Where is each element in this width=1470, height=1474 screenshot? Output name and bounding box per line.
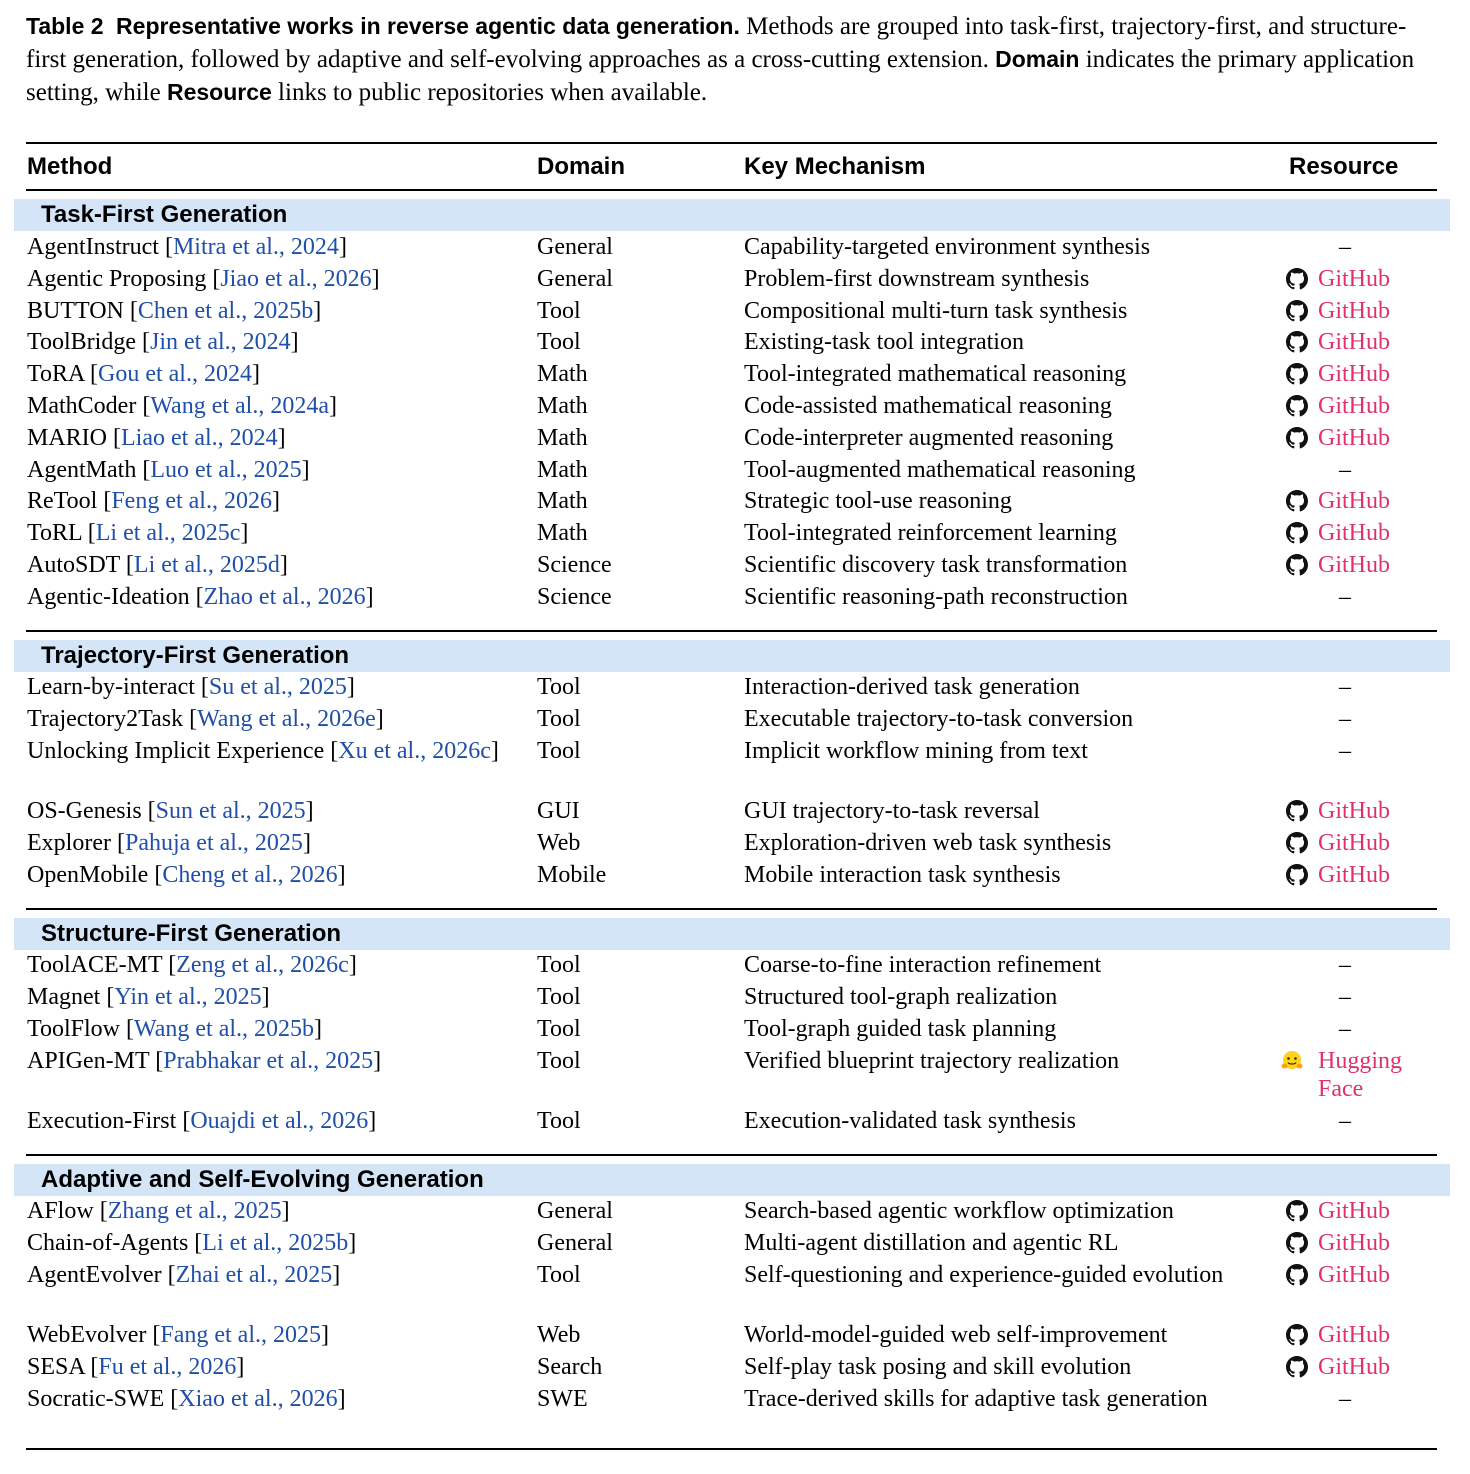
domain-cell: Search <box>537 1354 603 1380</box>
resource-cell <box>1280 1261 1430 1289</box>
method-name: ToolFlow <box>27 1016 120 1042</box>
resource-cell <box>1280 360 1430 388</box>
method-name: WebEvolver <box>27 1322 147 1348</box>
method-cell: Agentic-Ideation [Zhao et al., 2026] <box>27 584 374 610</box>
github-icon <box>1286 864 1308 886</box>
mechanism-cell: Scientific reasoning-path reconstruction <box>744 584 1128 610</box>
resource-cell <box>1280 861 1430 889</box>
resource-unavailable: – <box>1339 234 1351 260</box>
method-cell: MathCoder [Wang et al., 2024a] <box>27 393 337 419</box>
method-cell: Socratic-SWE [Xiao et al., 2026] <box>27 1386 346 1412</box>
citation-link[interactable]: Luo et al., 2025 <box>150 457 302 483</box>
resource-cell <box>1280 487 1430 515</box>
resource-unavailable: – <box>1339 584 1351 610</box>
domain-cell: General <box>537 1230 613 1256</box>
resource-cell <box>1280 1107 1430 1135</box>
github-link[interactable]: GitHub <box>1318 1262 1390 1288</box>
method-cell: ToRA [Gou et al., 2024] <box>27 361 260 387</box>
method-cell: ToolACE-MT [Zeng et al., 2026c] <box>27 952 357 978</box>
table-top-rule <box>26 142 1437 144</box>
method-name: Agentic Proposing <box>27 266 207 292</box>
method-name: AFlow <box>27 1198 94 1224</box>
citation-link[interactable]: Zhai et al., 2025 <box>175 1262 333 1288</box>
domain-cell: Math <box>537 520 588 546</box>
section-header <box>14 1164 1450 1196</box>
mechanism-cell: Tool-integrated reinforcement learning <box>744 520 1117 546</box>
resource-unavailable: – <box>1339 738 1351 764</box>
citation-link[interactable]: Gou et al., 2024 <box>98 361 252 387</box>
resource-cell <box>1280 424 1430 452</box>
domain-cell: Tool <box>537 738 581 764</box>
header-method: Method <box>27 153 113 180</box>
method-cell: AgentInstruct [Mitra et al., 2024] <box>27 234 347 260</box>
domain-cell: Science <box>537 584 612 610</box>
method-name: BUTTON <box>27 298 124 324</box>
mechanism-cell: World-model-guided web self-improvement <box>744 1322 1168 1348</box>
method-cell: SESA [Fu et al., 2026] <box>27 1354 245 1380</box>
method-cell: OpenMobile [Cheng et al., 2026] <box>27 862 346 888</box>
method-cell: Magnet [Yin et al., 2025] <box>27 984 270 1010</box>
github-link[interactable]: GitHub <box>1318 361 1390 387</box>
resource-unavailable: – <box>1339 1108 1351 1134</box>
method-name: Execution-First <box>27 1108 177 1134</box>
resource-cell <box>1280 1229 1430 1257</box>
caption-bold-resource: Resource <box>166 79 272 105</box>
github-link[interactable]: GitHub <box>1318 1322 1390 1348</box>
method-cell: OS-Genesis [Sun et al., 2025] <box>27 798 314 824</box>
method-name: OpenMobile <box>27 862 149 888</box>
citation-link[interactable]: Jiao et al., 2026 <box>220 266 372 292</box>
mechanism-cell: Code-interpreter augmented reasoning <box>744 425 1114 451</box>
method-cell: ToRL [Li et al., 2025c] <box>27 520 249 546</box>
method-cell: ReTool [Feng et al., 2026] <box>27 488 280 514</box>
github-icon <box>1286 300 1308 322</box>
github-link[interactable]: GitHub <box>1318 329 1390 355</box>
mechanism-cell: Existing-task tool integration <box>744 329 1024 355</box>
github-icon <box>1286 268 1308 290</box>
section-title: Structure-First Generation <box>41 920 342 947</box>
github-link[interactable]: GitHub <box>1318 552 1390 578</box>
domain-cell: Science <box>537 552 612 578</box>
method-cell: Learn-by-interact [Su et al., 2025] <box>27 674 355 700</box>
section-header <box>14 640 1450 672</box>
domain-cell: Tool <box>537 952 581 978</box>
mechanism-cell: Executable trajectory-to-task conversion <box>744 706 1134 732</box>
domain-cell: Tool <box>537 1016 581 1042</box>
resource-cell <box>1280 1385 1430 1413</box>
mechanism-cell: Multi-agent distillation and agentic RL <box>744 1230 1119 1256</box>
resource-cell <box>1280 583 1430 611</box>
section-header <box>14 918 1450 950</box>
mechanism-cell: Self-play task posing and skill evolution <box>744 1354 1132 1380</box>
domain-cell: Math <box>537 425 588 451</box>
resource-cell <box>1280 951 1430 979</box>
domain-cell: General <box>537 266 613 292</box>
citation-link[interactable]: Chen et al., 2025b <box>137 298 314 324</box>
domain-cell: Math <box>537 457 588 483</box>
resource-unavailable: – <box>1339 1016 1351 1042</box>
resource-unavailable: – <box>1339 952 1351 978</box>
caption-text: links to public repositories when available. <box>278 79 708 106</box>
resource-cell <box>1280 551 1430 579</box>
github-link[interactable]: GitHub <box>1318 393 1390 419</box>
domain-cell: Tool <box>537 1262 581 1288</box>
table-title: Representative works in reverse agentic data generation. <box>116 13 740 39</box>
method-name: Learn-by-interact <box>27 674 195 700</box>
table-caption <box>26 10 1446 109</box>
citation-link[interactable]: Xu et al., 2026c <box>338 738 491 764</box>
resource-cell <box>1280 673 1430 701</box>
domain-cell: Tool <box>537 706 581 732</box>
method-cell: Execution-First [Ouajdi et al., 2026] <box>27 1108 377 1134</box>
github-icon <box>1286 395 1308 417</box>
resource-cell <box>1280 233 1430 261</box>
domain-cell: Tool <box>537 1108 581 1134</box>
citation-link[interactable]: Li et al., 2025d <box>133 552 280 578</box>
header-resource: Resource <box>1289 153 1399 180</box>
github-link[interactable]: GitHub <box>1318 1354 1390 1380</box>
citation-link[interactable]: Wang et al., 2024a <box>150 393 329 419</box>
method-cell: AutoSDT [Li et al., 2025d] <box>27 552 288 578</box>
resource-cell <box>1280 297 1430 325</box>
domain-cell: Tool <box>537 329 581 355</box>
method-cell: Explorer [Pahuja et al., 2025] <box>27 830 311 856</box>
resource-cell <box>1280 456 1430 484</box>
domain-cell: Web <box>537 1322 581 1348</box>
citation-link[interactable]: Mitra et al., 2024 <box>172 234 339 260</box>
mechanism-cell: Structured tool-graph realization <box>744 984 1058 1010</box>
domain-cell: Tool <box>537 984 581 1010</box>
section-rule <box>26 908 1437 910</box>
citation-link[interactable]: Cheng et al., 2026 <box>162 862 338 888</box>
github-link[interactable]: GitHub <box>1318 266 1390 292</box>
method-cell: MARIO [Liao et al., 2024] <box>27 425 286 451</box>
citation-link[interactable]: Xiao et al., 2026 <box>178 1386 338 1412</box>
mechanism-cell: Implicit workflow mining from text <box>744 738 1088 764</box>
citation-link[interactable]: Wang et al., 2025b <box>134 1016 315 1042</box>
method-cell: Agentic Proposing [Jiao et al., 2026] <box>27 266 380 292</box>
mechanism-cell: Search-based agentic workflow optimization <box>744 1198 1174 1224</box>
domain-cell: Math <box>537 361 588 387</box>
citation-link[interactable]: Zeng et al., 2026c <box>176 952 349 978</box>
method-name: AutoSDT <box>27 552 120 578</box>
method-name: AgentMath <box>27 457 137 483</box>
github-icon <box>1286 1324 1308 1346</box>
method-name: Agentic-Ideation <box>27 584 190 610</box>
mechanism-cell: Strategic tool-use reasoning <box>744 488 1012 514</box>
resource-unavailable: – <box>1339 984 1351 1010</box>
resource-cell <box>1280 983 1430 1011</box>
section-title: Trajectory-First Generation <box>41 642 350 669</box>
citation-link[interactable]: Li et al., 2025c <box>95 520 241 546</box>
mechanism-cell: Code-assisted mathematical reasoning <box>744 393 1112 419</box>
resource-unavailable: – <box>1339 1386 1351 1412</box>
github-icon <box>1286 832 1308 854</box>
mechanism-cell: Interaction-derived task generation <box>744 674 1080 700</box>
method-name: ToolBridge <box>27 329 136 355</box>
method-name: Socratic-SWE <box>27 1386 165 1412</box>
citation-link[interactable]: Yin et al., 2025 <box>114 984 262 1010</box>
github-icon <box>1286 800 1308 822</box>
github-icon <box>1286 1232 1308 1254</box>
header-rule <box>26 189 1437 191</box>
mechanism-cell: Problem-first downstream synthesis <box>744 266 1090 292</box>
method-cell: BUTTON [Chen et al., 2025b] <box>27 298 322 324</box>
github-icon <box>1286 427 1308 449</box>
github-link[interactable]: GitHub <box>1318 425 1390 451</box>
citation-link[interactable]: Sun et al., 2025 <box>155 798 306 824</box>
github-link[interactable]: GitHub <box>1318 488 1390 514</box>
github-link[interactable]: GitHub <box>1318 1198 1390 1224</box>
method-cell: ToolFlow [Wang et al., 2025b] <box>27 1016 323 1042</box>
github-link[interactable]: GitHub <box>1318 798 1390 824</box>
citation-link[interactable]: Feng et al., 2026 <box>111 488 272 514</box>
github-link[interactable]: GitHub <box>1318 520 1390 546</box>
citation-link[interactable]: Zhang et al., 2025 <box>107 1198 282 1224</box>
method-name: ToRA <box>27 361 84 387</box>
header-domain: Domain <box>537 153 626 180</box>
mechanism-cell: Exploration-driven web task synthesis <box>744 830 1112 856</box>
method-name: ReTool <box>27 488 98 514</box>
resource-cell <box>1280 1197 1430 1225</box>
method-name: MathCoder <box>27 393 137 419</box>
section-title: Adaptive and Self-Evolving Generation <box>41 1166 484 1193</box>
citation-link[interactable]: Jin et al., 2024 <box>149 329 291 355</box>
mechanism-cell: Execution-validated task synthesis <box>744 1108 1076 1134</box>
method-name: AgentInstruct <box>27 234 159 260</box>
method-cell: AgentEvolver [Zhai et al., 2025] <box>27 1262 341 1288</box>
caption-text: Methods are grouped into task-first, trajectory-first, and structure-first generation, followed by adaptive and self-evolving approaches as a cross-cutting extension. <box>26 13 1407 73</box>
section-rule <box>26 1154 1437 1156</box>
method-name: OS-Genesis <box>27 798 142 824</box>
domain-cell: Math <box>537 488 588 514</box>
resource-cell <box>1280 737 1430 765</box>
method-cell: Chain-of-Agents [Li et al., 2025b] <box>27 1230 357 1256</box>
resource-unavailable: – <box>1339 674 1351 700</box>
citation-link[interactable]: Wang et al., 2026e <box>197 706 376 732</box>
mechanism-cell: Self-questioning and experience-guided evolution <box>744 1262 1224 1288</box>
method-name: SESA <box>27 1354 85 1380</box>
domain-cell: Mobile <box>537 862 607 888</box>
github-link[interactable]: GitHub <box>1318 862 1390 888</box>
github-icon <box>1286 1200 1308 1222</box>
domain-cell: Web <box>537 830 581 856</box>
github-icon <box>1286 522 1308 544</box>
method-name: Magnet <box>27 984 101 1010</box>
github-link[interactable]: GitHub <box>1318 298 1390 324</box>
mechanism-cell: Tool-integrated mathematical reasoning <box>744 361 1127 387</box>
citation-link[interactable]: Zhao et al., 2026 <box>203 584 366 610</box>
resource-cell <box>1280 519 1430 547</box>
method-name: APIGen-MT <box>27 1048 150 1074</box>
mechanism-cell: Tool-graph guided task planning <box>744 1016 1057 1042</box>
resource-cell <box>1280 705 1430 733</box>
resource-unavailable: – <box>1339 706 1351 732</box>
domain-cell: Tool <box>537 298 581 324</box>
github-icon <box>1286 363 1308 385</box>
citation-link[interactable]: Liao et al., 2024 <box>121 425 278 451</box>
method-cell: Unlocking Implicit Experience [Xu et al., 2026c] <box>27 738 499 764</box>
resource-cell <box>1280 265 1430 293</box>
method-cell: ToolBridge [Jin et al., 2024] <box>27 329 299 355</box>
method-name: ToRL <box>27 520 82 546</box>
mechanism-cell: Scientific discovery task transformation <box>744 552 1128 578</box>
mechanism-cell: Coarse-to-fine interaction refinement <box>744 952 1102 978</box>
resource-cell <box>1280 1321 1430 1349</box>
citation-link[interactable]: Fang et al., 2025 <box>160 1322 321 1348</box>
method-name: Trajectory2Task <box>27 706 184 732</box>
method-cell: APIGen-MT [Prabhakar et al., 2025] <box>27 1048 382 1074</box>
method-cell: WebEvolver [Fang et al., 2025] <box>27 1322 329 1348</box>
header-mechanism: Key Mechanism <box>744 153 926 180</box>
github-icon <box>1286 1356 1308 1378</box>
domain-cell: General <box>537 234 613 260</box>
table-label: Table 2 <box>26 13 104 39</box>
method-cell: AFlow [Zhang et al., 2025] <box>27 1198 290 1224</box>
github-link[interactable]: GitHub <box>1318 830 1390 856</box>
github-icon <box>1286 331 1308 353</box>
resource-cell <box>1280 328 1430 356</box>
citation-link[interactable]: Fu et al., 2026 <box>98 1354 237 1380</box>
mechanism-cell: GUI trajectory-to-task reversal <box>744 798 1040 824</box>
resource-cell <box>1280 1047 1430 1103</box>
mechanism-cell: Verified blueprint trajectory realization <box>744 1048 1120 1074</box>
resource-cell <box>1280 1015 1430 1043</box>
method-name: Explorer <box>27 830 111 856</box>
resource-unavailable: – <box>1339 457 1351 483</box>
method-name: AgentEvolver <box>27 1262 162 1288</box>
resource-cell <box>1280 1353 1430 1381</box>
mechanism-cell: Trace-derived skills for adaptive task generation <box>744 1386 1208 1412</box>
caption-bold-domain: Domain <box>995 46 1080 72</box>
citation-link[interactable]: Li et al., 2025b <box>202 1230 349 1256</box>
github-icon <box>1286 554 1308 576</box>
mechanism-cell: Capability-targeted environment synthesis <box>744 234 1151 260</box>
method-name: ToolACE-MT <box>27 952 163 978</box>
method-name: Chain-of-Agents <box>27 1230 189 1256</box>
section-header <box>14 199 1450 231</box>
section-rule <box>26 630 1437 632</box>
caption-text: indicates the primary application setting, while <box>26 46 1415 106</box>
resource-cell <box>1280 829 1430 857</box>
github-icon <box>1286 490 1308 512</box>
method-cell: Trajectory2Task [Wang et al., 2026e] <box>27 706 384 732</box>
hugging-face-icon <box>1280 1049 1304 1073</box>
resource-cell <box>1280 392 1430 420</box>
citation-link[interactable]: Ouajdi et al., 2026 <box>190 1108 369 1134</box>
domain-cell: General <box>537 1198 613 1224</box>
method-cell: AgentMath [Luo et al., 2025] <box>27 457 310 483</box>
mechanism-cell: Tool-augmented mathematical reasoning <box>744 457 1136 483</box>
github-icon <box>1286 1264 1308 1286</box>
citation-link[interactable]: Pahuja et al., 2025 <box>124 830 303 856</box>
section-title: Task-First Generation <box>41 201 288 228</box>
citation-link[interactable]: Prabhakar et al., 2025 <box>163 1048 374 1074</box>
github-link[interactable]: GitHub <box>1318 1230 1390 1256</box>
domain-cell: GUI <box>537 798 580 824</box>
method-name: Unlocking Implicit Experience <box>27 738 325 764</box>
resource-cell <box>1280 797 1430 825</box>
domain-cell: Math <box>537 393 588 419</box>
citation-link[interactable]: Su et al., 2025 <box>208 674 347 700</box>
domain-cell: Tool <box>537 674 581 700</box>
mechanism-cell: Mobile interaction task synthesis <box>744 862 1061 888</box>
hugging-face-link[interactable]: Hugging Face <box>1318 1048 1402 1102</box>
mechanism-cell: Compositional multi-turn task synthesis <box>744 298 1128 324</box>
domain-cell: SWE <box>537 1386 588 1412</box>
method-name: MARIO <box>27 425 108 451</box>
domain-cell: Tool <box>537 1048 581 1074</box>
table-bottom-rule <box>26 1448 1437 1450</box>
